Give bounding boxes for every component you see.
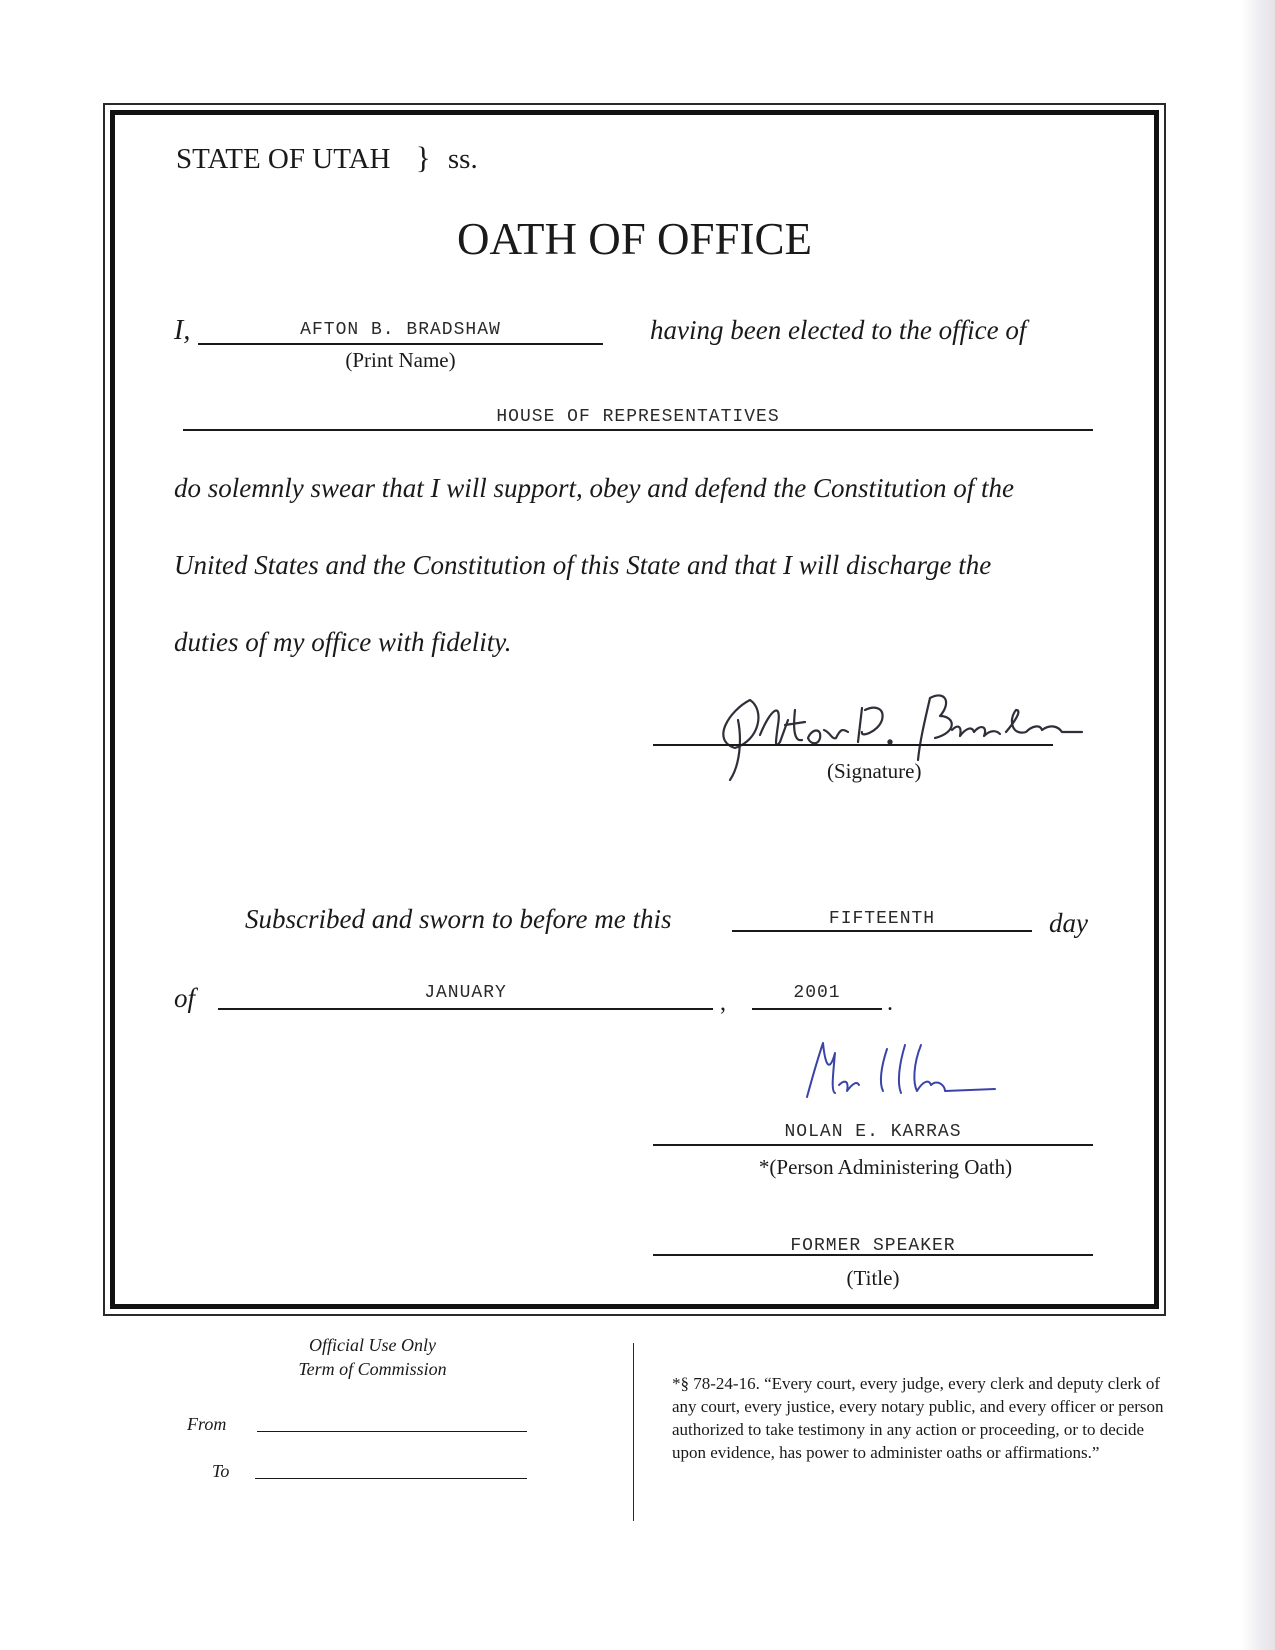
title-caption: (Title) <box>846 1266 900 1290</box>
official-use-heading: Official Use Only <box>309 1335 436 1355</box>
oath-body-line-1: do solemnly swear that I will support, obey and defend the Constitution of the <box>174 473 1014 503</box>
month-value: JANUARY <box>424 983 507 1003</box>
i-prefix: I, <box>174 315 191 346</box>
to-line <box>255 1478 527 1479</box>
print-name-caption: (Print Name) <box>345 348 456 372</box>
year-line <box>752 1008 882 1010</box>
year-value: 2001 <box>793 983 841 1003</box>
month-line <box>218 1008 713 1010</box>
from-line <box>257 1431 527 1432</box>
day-value: FIFTEENTH <box>828 909 936 929</box>
day-line <box>732 930 1032 932</box>
title-line <box>653 1254 1093 1256</box>
day-word: day <box>1049 908 1088 938</box>
brace-symbol: } <box>415 140 431 175</box>
title-value: FORMER SPEAKER <box>790 1236 956 1256</box>
footer-divider <box>633 1343 634 1521</box>
state-name: STATE OF UTAH <box>176 143 391 175</box>
statute-text: *§ 78-24-16. “Every court, every judge, every clerk and deputy clerk of any court, every justice, every notary public, and every officer or person authorized to take testimony in any action or proceeding, or to decide upon evidence, has power to administer oaths or affirmations.” <box>672 1374 1164 1462</box>
print-name-value: AFTON B. BRADSHAW <box>300 320 501 340</box>
ss-abbrev: ss. <box>447 143 478 175</box>
to-label: To <box>212 1461 230 1481</box>
of-word: of <box>174 983 196 1013</box>
administrator-name-value: NOLAN E. KARRAS <box>784 1122 962 1142</box>
subscribed-text: Subscribed and sworn to before me this <box>245 904 672 934</box>
oath-body-line-2: United States and the Constitution of this State and that I will discharge the <box>174 550 992 580</box>
office-line <box>183 429 1093 431</box>
term-of-commission-heading: Term of Commission <box>298 1359 447 1379</box>
state-caption <box>176 140 478 176</box>
elected-text: having been elected to the office of <box>650 315 1027 345</box>
administrator-signature <box>795 1035 1005 1115</box>
page-edge-shadow <box>1241 0 1275 1650</box>
print-name-line <box>198 343 603 345</box>
office-value: HOUSE OF REPRESENTATIVES <box>496 407 780 427</box>
administrator-line <box>653 1144 1093 1146</box>
administrator-caption: *(Person Administering Oath) <box>758 1155 1013 1179</box>
date-period: . <box>887 990 893 1016</box>
from-label: From <box>187 1414 227 1434</box>
signature-line <box>653 744 1053 746</box>
document-title: OATH OF OFFICE <box>456 214 813 264</box>
oath-body-line-3: duties of my office with fidelity. <box>174 627 512 657</box>
signature-caption: (Signature) <box>827 759 922 783</box>
date-comma: , <box>720 990 726 1016</box>
